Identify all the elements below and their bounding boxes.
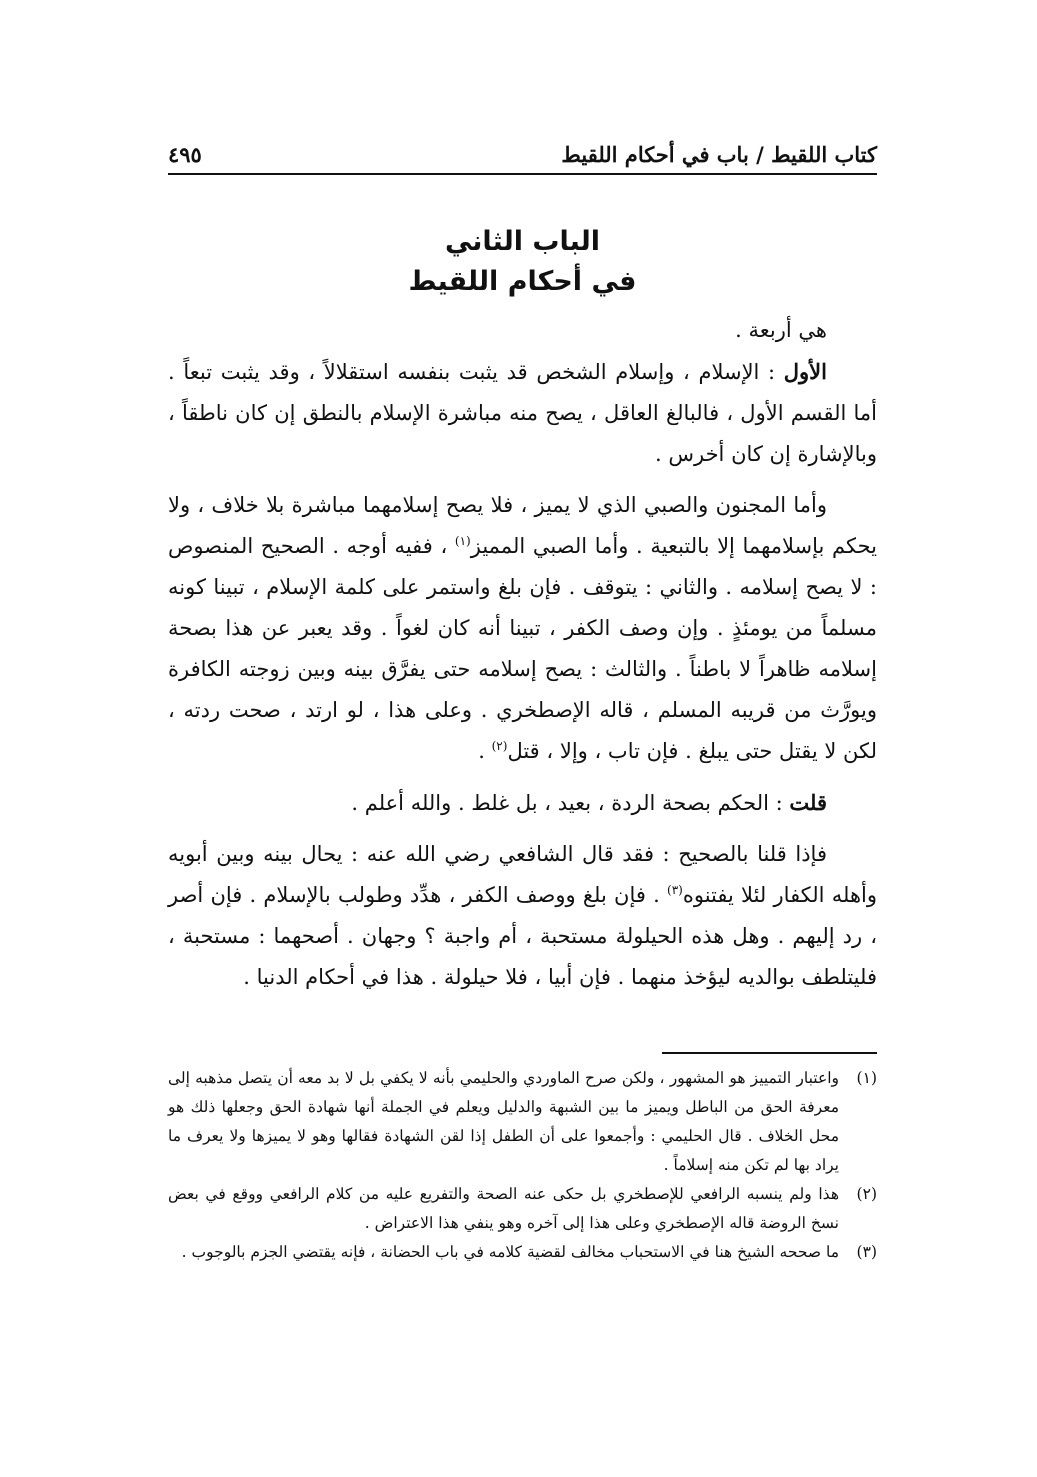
paragraph-2-text-a: وأما المجنون والصبي الذي لا يميز ، فلا يصح إسلامهما مباشرة بلا خلاف ، ولا يحكم بإسلامهما إلا بالتبعية . وأما الصبي المميز — [168, 493, 877, 558]
paragraph-3-text: : الحكم بصحة الردة ، بعيد ، بل غلط . والله أعلم . — [351, 791, 790, 815]
chapter-title: الباب الثاني — [444, 226, 601, 257]
paragraph-3 — [168, 782, 877, 824]
page-number: ٤٩٥ — [168, 142, 202, 167]
paragraph-4 — [168, 834, 877, 998]
paragraph-3-lead: قلت — [789, 790, 827, 815]
running-header — [168, 142, 877, 175]
intro-text: هي أربعة . — [735, 318, 827, 342]
paragraph-intro — [168, 310, 877, 351]
footnote-ref-3[interactable]: (٣) — [667, 883, 683, 897]
footnote-3 — [168, 1238, 877, 1267]
paragraph-1-text: : الإسلام ، وإسلام الشخص قد يثبت بنفسه استقلالاً ، وقد يثبت تبعاً . أما القسم الأول ، فالبالغ العاقل ، يصح منه مباشرة الإسلام بالنطق إن كان ناطقاً ، وبالإشارة إن كان أخرس . — [168, 360, 877, 466]
footnote-number: (١) — [856, 1069, 877, 1087]
footnote-1 — [168, 1064, 877, 1180]
chapter-heading — [168, 222, 877, 302]
footnote-text: هذا ولم ينسبه الرافعي للإصطخري بل حكى عنه الصحة والتفريع عليه من كلام الرافعي ووقع في بعض نسخ الروضة قاله الإصطخري وعلى هذا إلى آخره وهو ينفي هذا الاعتراض . — [168, 1185, 839, 1232]
paragraph-2 — [168, 485, 877, 772]
footnote-2 — [168, 1180, 877, 1238]
footnote-divider — [662, 1052, 877, 1054]
running-title: كتاب اللقيط / باب في أحكام اللقيط — [561, 142, 877, 167]
footnote-ref-1[interactable]: (١) — [454, 534, 471, 548]
footnotes — [168, 1064, 877, 1267]
paragraph-1 — [168, 351, 877, 475]
paragraph-2-text-b: ، ففيه أوجه . الصحيح المنصوص : لا يصح إسلامه . والثاني : يتوقف . فإن بلغ واستمر على كلمة الإسلام ، تبينا كونه مسلماً من يومئذٍ . وإن وصف الكفر ، تبينا أنه كان لغواً . وقد يعبر عن هذا بصحة إسلامه ظاهراً لا باطناً . والثالث : يصح إسلامه حتى يفرَّق بينه وبين زوجته الكافرة ويورَّث من قريبه المسلم ، قاله الإصطخري . وعلى هذا ، لو ارتد ، صحت ردته ، لكن لا يقتل حتى يبلغ . فإن تاب ، وإلا ، قتل — [168, 534, 877, 763]
footnote-ref-2[interactable]: (٢) — [491, 739, 508, 753]
paragraph-2-text-c: . — [478, 739, 492, 763]
footnote-number: (٣) — [856, 1243, 877, 1261]
chapter-subtitle: في أحكام اللقيط — [408, 266, 637, 297]
footnote-number: (٢) — [856, 1185, 877, 1203]
paragraph-4-text-a: فإذا قلنا بالصحيح : فقد قال الشافعي رضي الله عنه : يحال بينه وبين أبويه وأهله الكفار لئلا يفتنوه — [168, 842, 877, 907]
body-text — [168, 310, 877, 1008]
paragraph-1-lead: الأول — [783, 359, 827, 384]
footnote-text: ما صححه الشيخ هنا في الاستحباب مخالف لقضية كلامه في باب الحضانة ، فإنه يقتضي الجزم بالوجوب . — [181, 1243, 839, 1261]
footnote-text: واعتبار التمييز هو المشهور ، ولكن صرح الماوردي والحليمي بأنه لا يكفي بل لا بد معه أن يتصل مذهبه إلى معرفة الحق من الباطل ويميز ما بين الشبهة والدليل ويعلم في الجملة أنها شهادة الحق وجعلها ذلك هو محل الخلاف . قال الحليمي : وأجمعوا على أن الطفل إذا لقن الشهادة فقالها وهو لا يميزها ولا يعرف ما يراد بها لم تكن منه إسلاماً . — [168, 1069, 839, 1174]
paragraph-4-text-b: . فإن بلغ ووصف الكفر ، هدِّد وطولب بالإسلام . فإن أصر ، رد إليهم . وهل هذه الحيلولة مستحبة ، أم واجبة ؟ وجهان . أصحهما : مستحبة ، فليتلطف بوالديه ليؤخذ منهما . فإن أبيا ، فلا حيلولة . هذا في أحكام الدنيا . — [168, 883, 877, 989]
